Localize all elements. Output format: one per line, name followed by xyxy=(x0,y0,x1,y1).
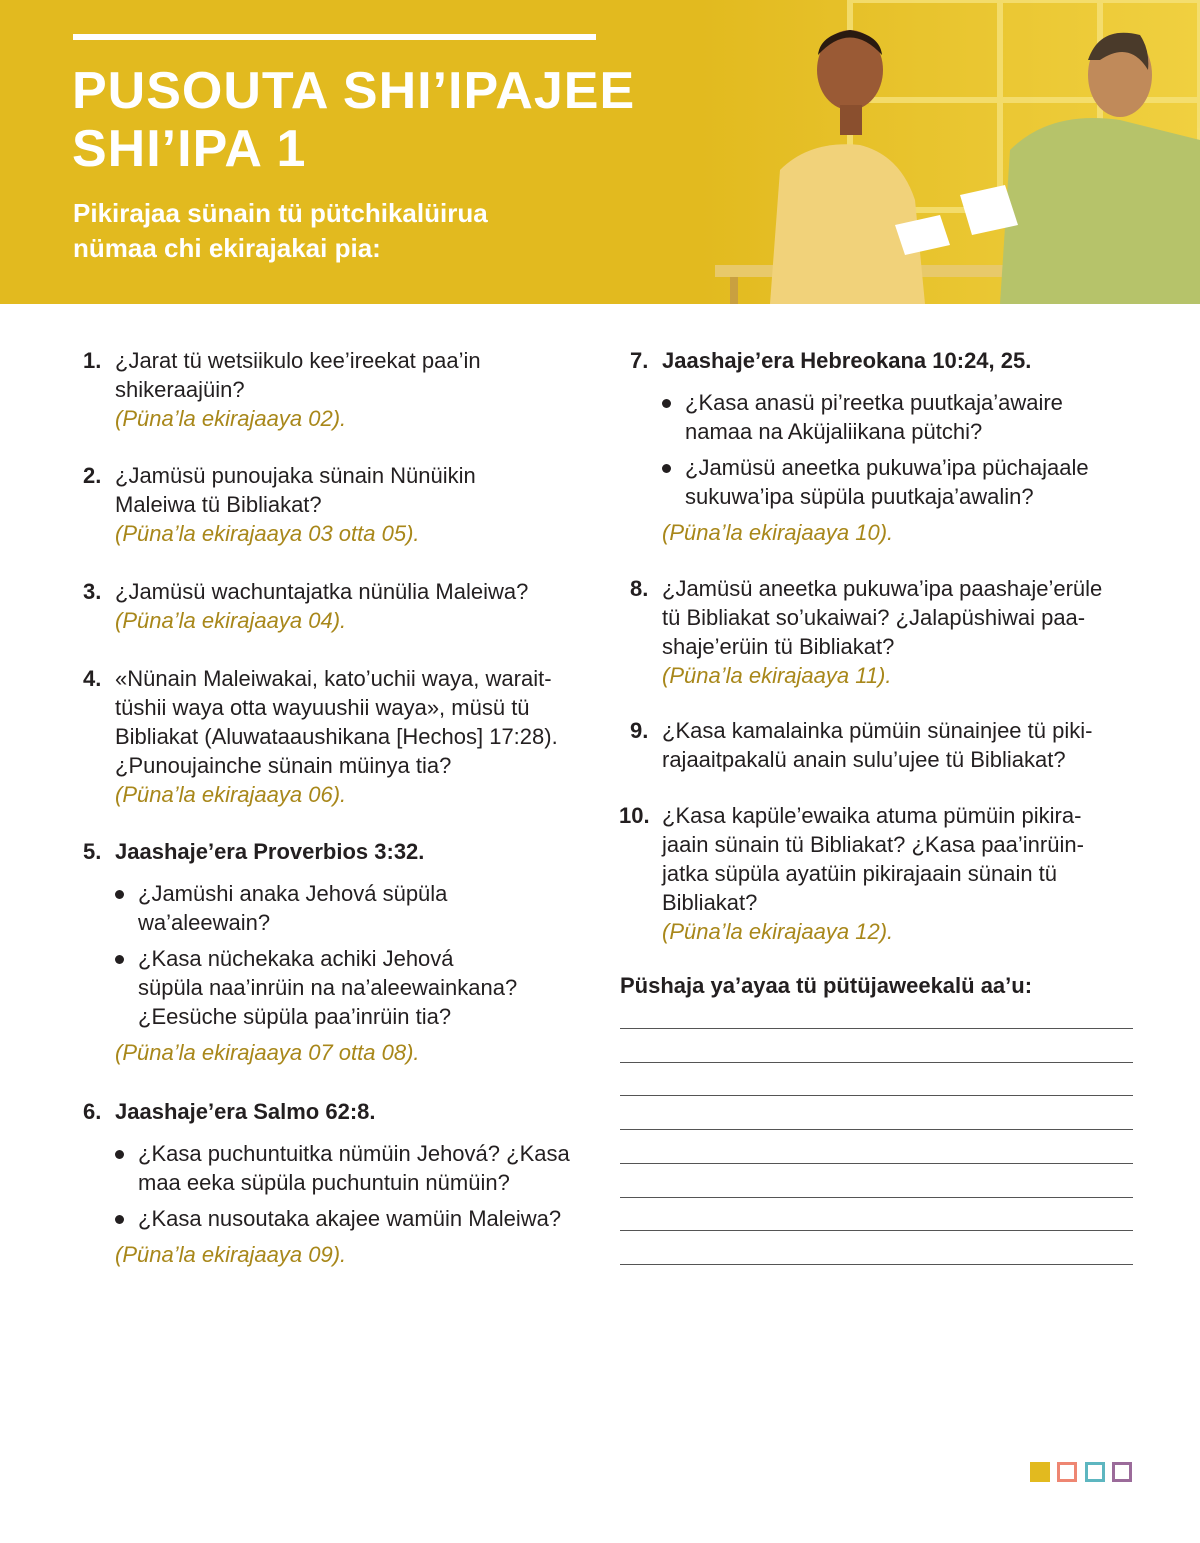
question-heading: Jaashaje’era Salmo 62:8. xyxy=(115,1099,376,1124)
reference-link[interactable]: (Püna’la ekirajaaya 04). xyxy=(115,608,347,633)
bullet-text: ¿Jamüsü aneetka pukuwa’ipa püchajaale xyxy=(685,455,1089,480)
question-item xyxy=(83,837,517,1067)
question-item xyxy=(83,577,528,635)
question-number: 4. xyxy=(83,666,102,691)
question-text: ¿Punoujainche sünain müinya tia? xyxy=(115,753,452,778)
question-text: ¿Jamüsü aneetka pukuwa’ipa paashaje’erüle xyxy=(662,576,1103,601)
reference-link[interactable]: (Püna’la ekirajaaya 12). xyxy=(662,919,894,944)
question-text: shikeraajüin? xyxy=(115,377,245,402)
square-icon-outline xyxy=(1085,1462,1105,1482)
bullet-item xyxy=(662,388,1089,446)
question-text: «Nünain Maleiwakai, kato’uchii waya, warait- xyxy=(115,666,552,691)
reference-link[interactable]: (Püna’la ekirajaaya 03 otta 05). xyxy=(115,521,420,546)
bullet-item xyxy=(115,1204,570,1233)
square-icon-outline xyxy=(1057,1462,1077,1482)
subtitle-line: nümaa chi ekirajakai pia: xyxy=(73,233,381,263)
notes-title: Püshaja ya’ayaa tü pütüjaweekalü aa’u: xyxy=(620,973,1033,998)
question-item xyxy=(630,716,1092,774)
bullet-text: sukuwa’ipa süpüla puutkaja’awalin? xyxy=(685,484,1034,509)
header-banner xyxy=(0,0,1200,304)
question-number: 3. xyxy=(83,579,102,604)
page-subtitle xyxy=(73,196,488,266)
page-title xyxy=(72,62,635,178)
title-line: SHI’IPA 1 xyxy=(72,120,307,178)
question-item xyxy=(630,574,1102,690)
question-text: rajaaitpakalü anain sulu’ujee tü Bibliakat? xyxy=(662,747,1066,772)
bullet-text: ¿Kasa nusoutaka akajee wamüin Maleiwa? xyxy=(138,1206,562,1231)
study-illustration xyxy=(700,0,1200,304)
note-writing-line[interactable] xyxy=(620,1062,1133,1063)
question-text: tüshii waya otta wayuushii waya», müsü tü xyxy=(115,695,530,720)
question-text: Bibliakat (Aluwataaushikana [Hechos] 17:28). xyxy=(115,724,558,749)
note-writing-line[interactable] xyxy=(620,1264,1133,1265)
square-icon-filled xyxy=(1030,1462,1050,1482)
question-number: 2. xyxy=(83,463,102,488)
reference-link[interactable]: (Püna’la ekirajaaya 07 otta 08). xyxy=(115,1040,420,1065)
question-text: ¿Jamüsü wachuntajatka nünülia Maleiwa? xyxy=(115,579,529,604)
bullet-text: ¿Kasa puchuntuitka nümüin Jehová? ¿Kasa xyxy=(138,1141,570,1166)
question-number: 6. xyxy=(83,1099,102,1124)
note-writing-line[interactable] xyxy=(620,1163,1133,1164)
reference-link[interactable]: (Püna’la ekirajaaya 09). xyxy=(115,1242,347,1267)
question-text: ¿Jamüsü punoujaka sünain Nünüikin xyxy=(115,463,476,488)
question-text: jaain sünain tü Bibliakat? ¿Kasa paa’inrüin- xyxy=(662,832,1084,857)
reference-link[interactable]: (Püna’la ekirajaaya 10). xyxy=(662,520,894,545)
question-number: 8. xyxy=(630,576,649,601)
question-text: Bibliakat? xyxy=(662,890,758,915)
question-item xyxy=(83,346,481,433)
question-number: 5. xyxy=(83,839,102,864)
question-number: 7. xyxy=(630,348,649,373)
bullet-text: ¿Kasa anasü pi’reetka puutkaja’awaire xyxy=(685,390,1063,415)
bullet-text: süpüla naa’inrüin na na’aleewainkana? xyxy=(138,975,518,1000)
bullet-item xyxy=(115,879,517,937)
question-heading: Jaashaje’era Hebreokana 10:24, 25. xyxy=(662,348,1032,373)
question-item xyxy=(630,346,1089,547)
note-writing-line[interactable] xyxy=(620,1129,1133,1130)
header-rule xyxy=(73,34,596,40)
note-writing-line[interactable] xyxy=(620,1230,1133,1231)
subtitle-line: Pikirajaa sünain tü pütchikalüirua xyxy=(73,198,488,228)
reference-link[interactable]: (Püna’la ekirajaaya 06). xyxy=(115,782,347,807)
bullet-text: ¿Jamüshi anaka Jehová süpüla xyxy=(138,881,448,906)
question-item xyxy=(83,664,558,809)
bullet-text: ¿Kasa nüchekaka achiki Jehová xyxy=(138,946,454,971)
question-text: ¿Kasa kamalainka pümüin sünainjee tü piki- xyxy=(662,718,1093,743)
question-item xyxy=(83,461,476,548)
question-number: 9. xyxy=(630,718,649,743)
reference-link[interactable]: (Püna’la ekirajaaya 02). xyxy=(115,406,347,431)
reference-link[interactable]: (Püna’la ekirajaaya 11). xyxy=(662,663,892,688)
question-number: 1. xyxy=(83,348,102,373)
question-text: shaje’erüin tü Bibliakat? xyxy=(662,634,895,659)
note-writing-line[interactable] xyxy=(620,1095,1133,1096)
question-text: tü Bibliakat so’ukaiwai? ¿Jalapüshiwai paa- xyxy=(662,605,1086,630)
question-heading: Jaashaje’era Proverbios 3:32. xyxy=(115,839,425,864)
bullet-item xyxy=(115,944,517,1031)
question-text: Maleiwa tü Bibliakat? xyxy=(115,492,322,517)
note-writing-line[interactable] xyxy=(620,1028,1133,1029)
question-text: ¿Kasa kapüle’ewaika atuma pümüin pikira- xyxy=(662,803,1082,828)
bullet-text: namaa na Aküjaliikana pütchi? xyxy=(685,419,983,444)
question-item xyxy=(619,801,1084,946)
question-number: 10. xyxy=(619,803,650,828)
question-item xyxy=(83,1097,570,1269)
question-text: jatka süpüla ayatüin pikirajaain sünain tü xyxy=(662,861,1058,886)
bullet-text: maa eeka süpüla puchuntuin nümüin? xyxy=(138,1170,510,1195)
square-icon-outline xyxy=(1112,1462,1132,1482)
bullet-text: wa’aleewain? xyxy=(138,910,271,935)
bullet-item xyxy=(115,1139,570,1197)
question-text: ¿Jarat tü wetsiikulo kee’ireekat paa’in xyxy=(115,348,481,373)
title-line: PUSOUTA SHI’IPAJEE xyxy=(72,62,636,120)
bullet-text: ¿Eesüche süpüla paa’inrüin tia? xyxy=(138,1004,452,1029)
note-writing-line[interactable] xyxy=(620,1197,1133,1198)
bullet-item xyxy=(662,453,1089,511)
